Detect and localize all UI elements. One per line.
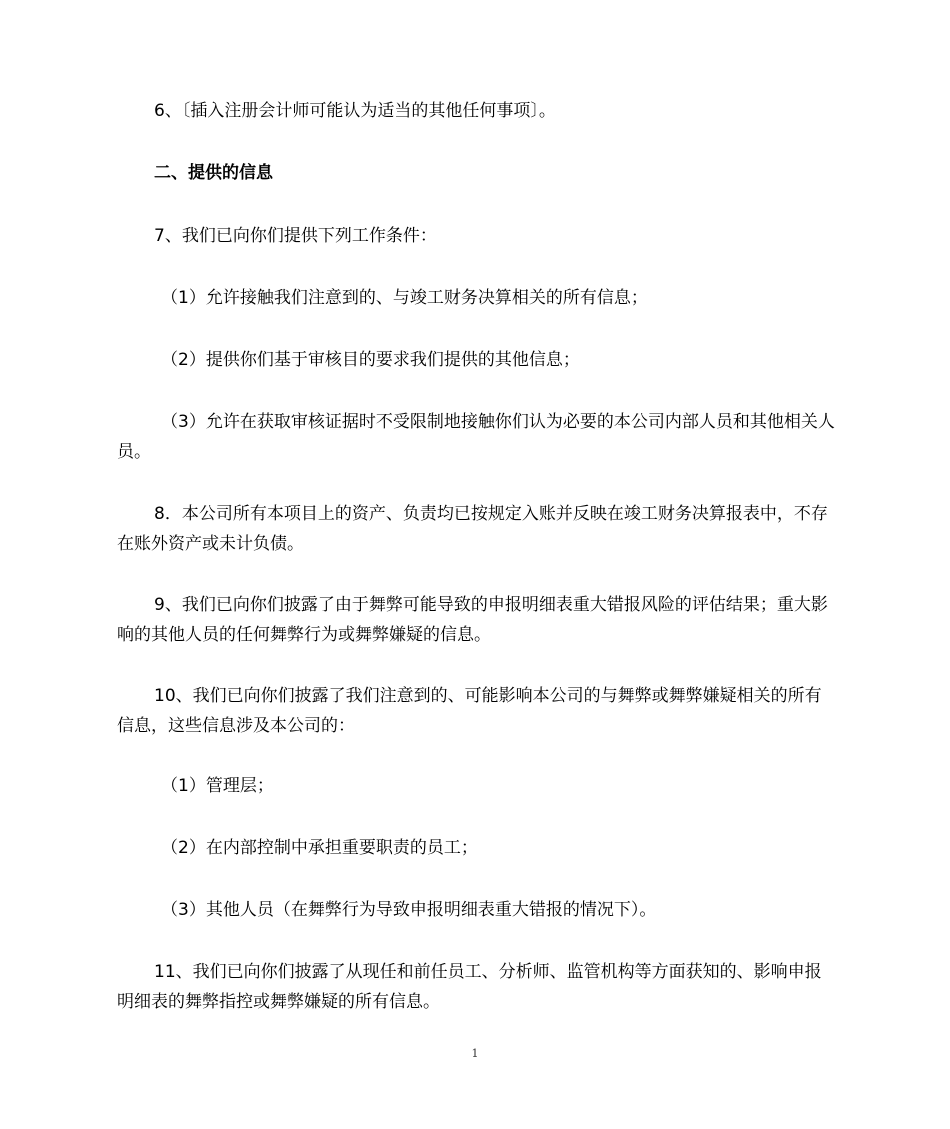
sub-item-7-2: （2）提供你们基于审核目的要求我们提供的其他信息； (161, 350, 580, 370)
sub-item-10-3: （3）其他人员（在舞弊行为导致申报明细表重大错报的情况下）。 (161, 900, 657, 920)
paragraph-item-9: 9、我们已向你们披露了由于舞弊可能导致的申报明细表重大错报风险的评估结果；重大影响的其他人员的任何舞弊行为或舞弊嫌疑的信息。 (117, 595, 828, 645)
sub-item-7-3: （3）允许在获取审核证据时不受限制地接触你们认为必要的本公司内部人员和其他相关人员。 (117, 412, 835, 462)
section-heading-provided-info: 二、提供的信息 (154, 163, 273, 183)
paragraph-item-8: 8．本公司所有本项目上的资产、负责均已按规定入账并反映在竣工财务决算报表中，不存在账外资产或未计负债。 (117, 504, 828, 554)
sub-item-10-1: （1）管理层； (161, 776, 274, 796)
sub-item-7-1: （1）允许接触我们注意到的、与竣工财务决算相关的所有信息； (161, 288, 648, 308)
page-number: 1 (471, 1047, 479, 1060)
paragraph-item-6: 6、〔插入注册会计师可能认为适当的其他任何事项〕。 (154, 101, 556, 121)
paragraph-item-7: 7、我们已向你们提供下列工作条件： (154, 226, 437, 246)
paragraph-item-11: 11、我们已向你们披露了从现任和前任员工、分析师、监管机构等方面获知的、影响申报明细表的舞弊指控或舞弊嫌疑的所有信息。 (117, 962, 822, 1012)
sub-item-10-2: （2）在内部控制中承担重要职责的员工； (161, 838, 478, 858)
paragraph-item-10: 10、我们已向你们披露了我们注意到的、可能影响本公司的与舞弊或舞弊嫌疑相关的所有信息，这些信息涉及本公司的： (117, 686, 822, 736)
